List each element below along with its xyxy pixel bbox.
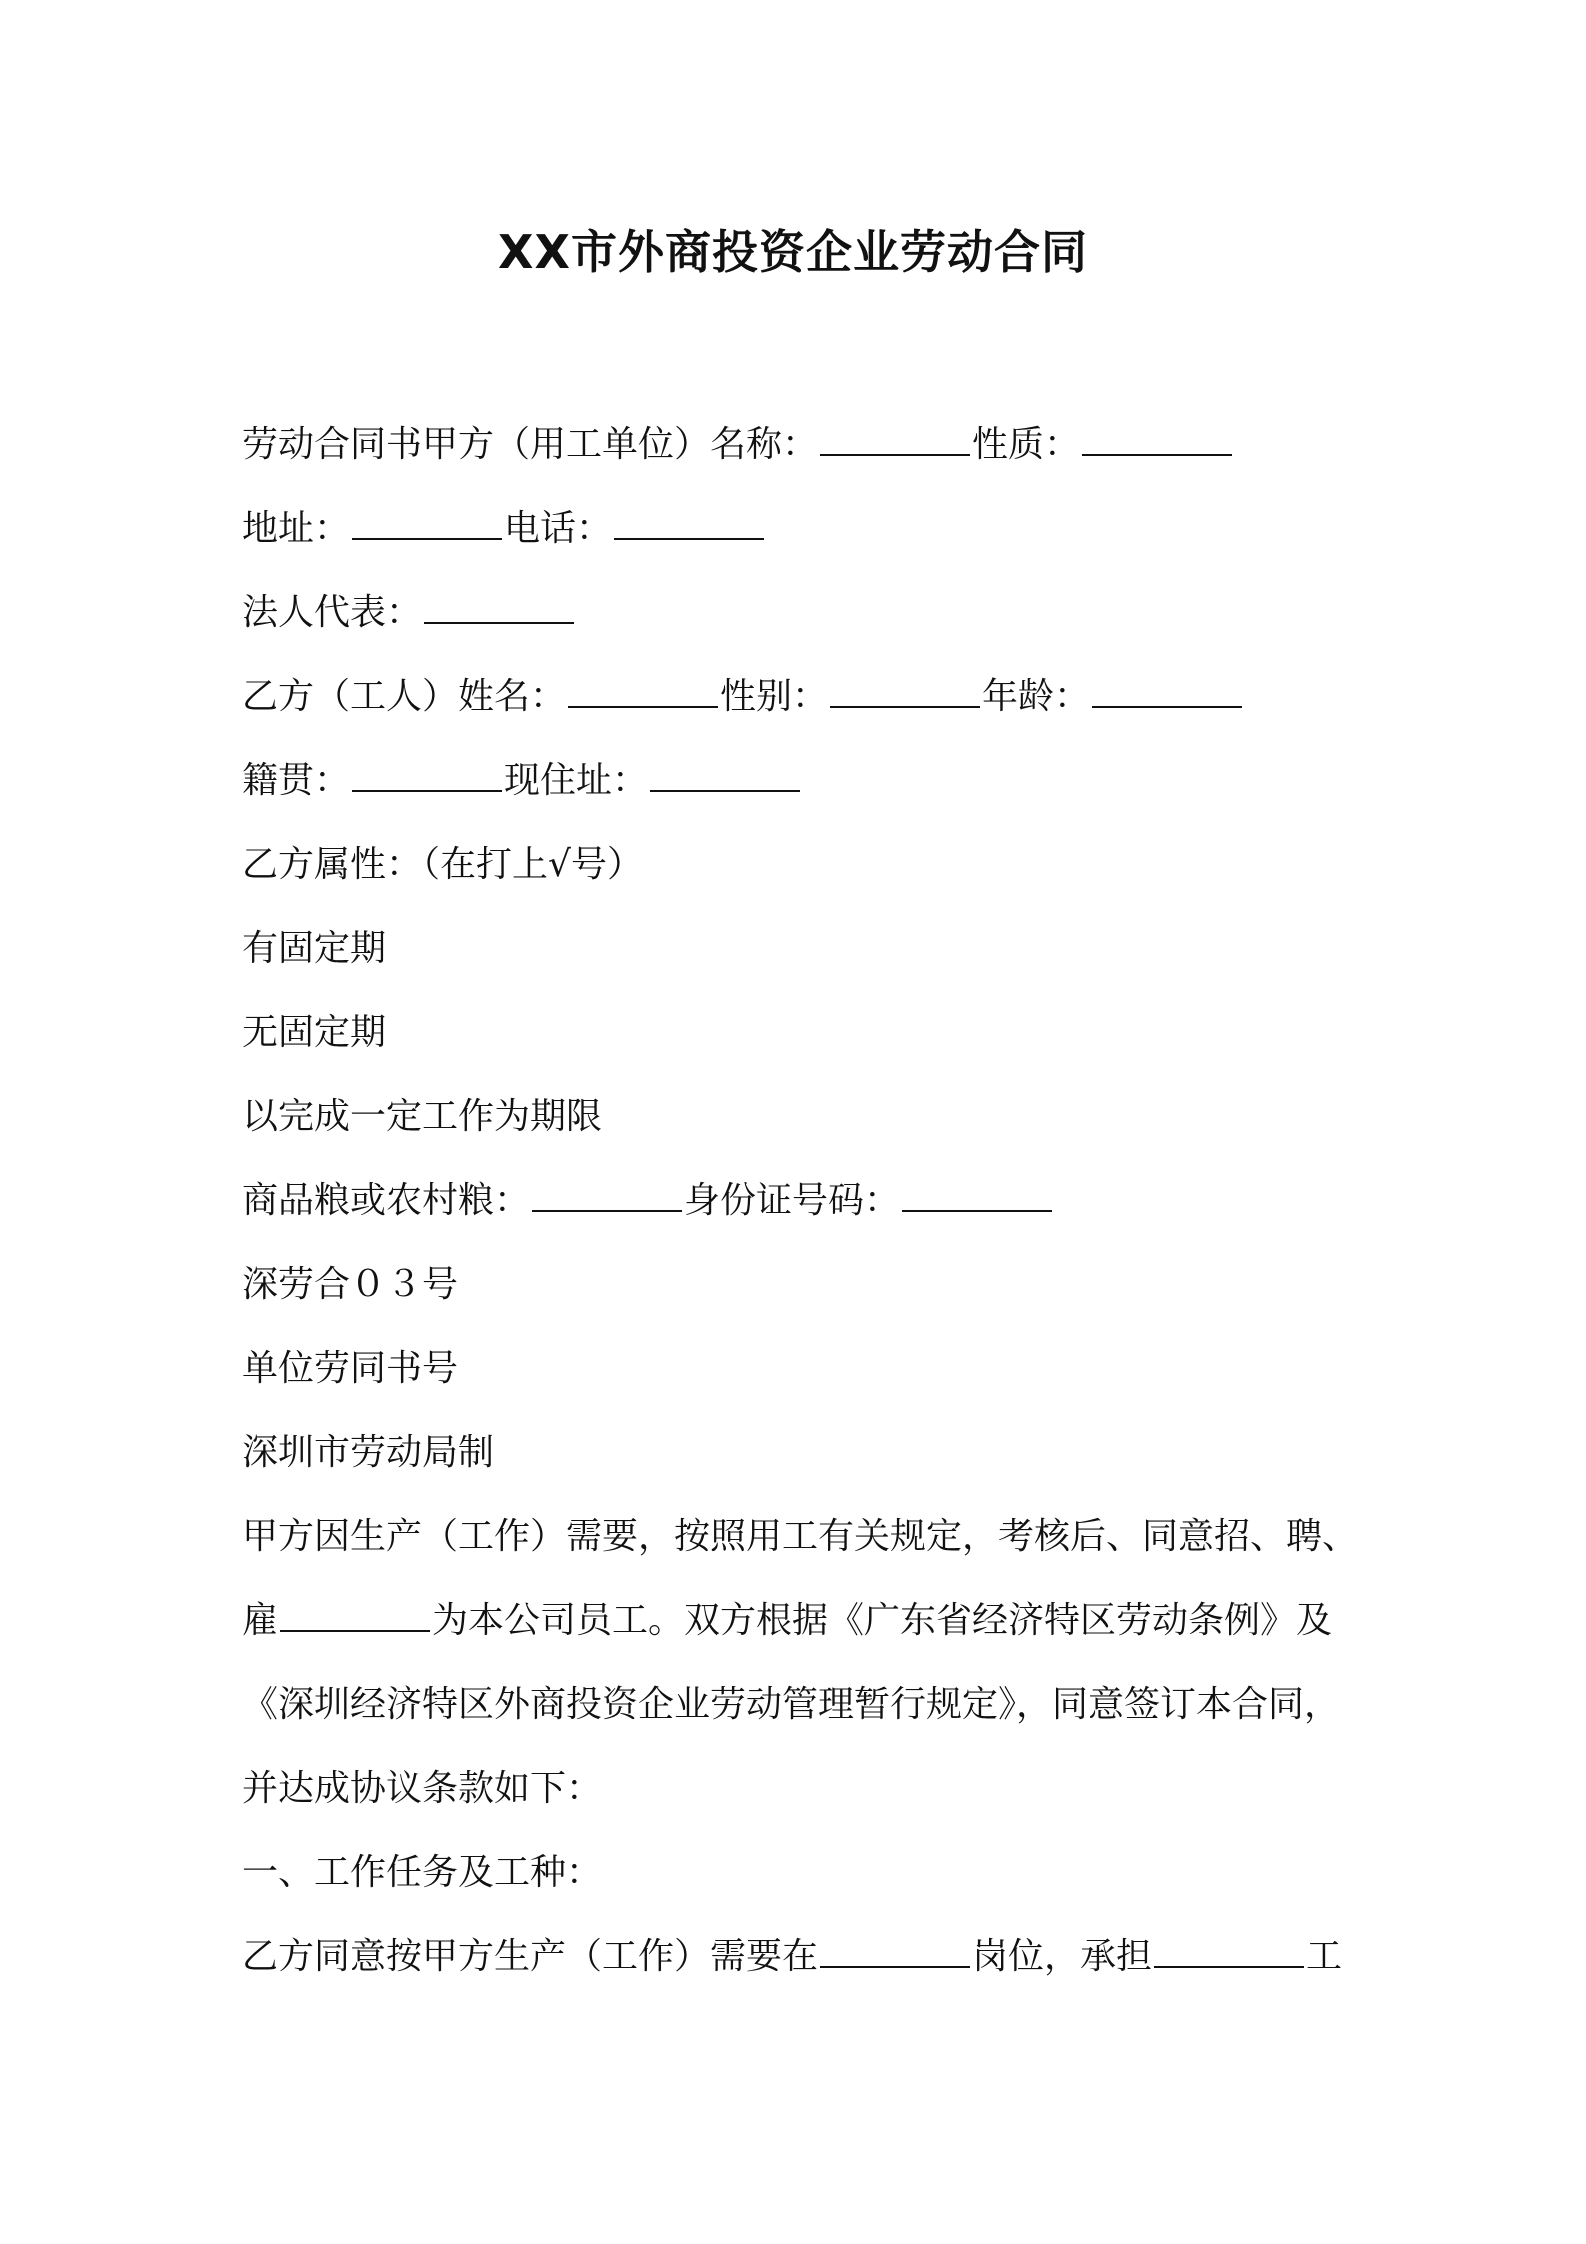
text-line [242, 1579, 1372, 1663]
line-text: 性别： [720, 676, 829, 717]
fill-in-blank [820, 424, 970, 456]
line-text: 工 [1306, 1936, 1343, 1977]
fill-in-blank [830, 676, 980, 708]
line-text: 并达成协议条款如下： [242, 1768, 603, 1809]
line-text: 商品粮或农村粮： [242, 1180, 531, 1221]
line-text: 乙方同意按甲方生产（工作）需要在 [242, 1936, 819, 1977]
text-line [242, 1243, 1372, 1327]
fill-in-blank [820, 1936, 970, 1968]
text-line [242, 1747, 1372, 1831]
line-text: 深圳市劳动局制 [242, 1432, 495, 1473]
line-text: 现住址： [504, 760, 649, 801]
fill-in-blank [1154, 1936, 1304, 1968]
text-line [242, 403, 1372, 487]
line-text: 深劳合０３号 [242, 1264, 459, 1305]
line-text: 有固定期 [242, 928, 387, 969]
fill-in-blank [532, 1180, 682, 1212]
line-text: 以完成一定工作为期限 [242, 1096, 603, 1137]
line-text: 乙方属性：（在打上√号） [242, 844, 643, 885]
fill-in-blank [1082, 424, 1232, 456]
text-line [242, 1327, 1372, 1411]
text-line [242, 1663, 1372, 1747]
fill-in-blank [352, 508, 502, 540]
line-text: 为本公司员工。双方根据《广东省经济特区劳动条例》及 [432, 1600, 1333, 1641]
line-text: 岗位，承担 [972, 1936, 1153, 1977]
text-line [242, 1495, 1372, 1579]
fill-in-blank [902, 1180, 1052, 1212]
document-title: XX市外商投资企业劳动合同 [498, 225, 1088, 279]
text-line [242, 1075, 1372, 1159]
text-line [242, 487, 1372, 571]
fill-in-blank [352, 760, 502, 792]
line-text: 法人代表： [242, 592, 423, 633]
line-text: 无固定期 [242, 1012, 387, 1053]
line-text: 地址： [242, 508, 351, 549]
line-text: 电话： [504, 508, 613, 549]
line-text: 甲方因生产（工作）需要，按照用工有关规定，考核后、同意招、聘、 [242, 1516, 1359, 1557]
text-line [242, 571, 1372, 655]
line-text: 籍贯： [242, 760, 351, 801]
line-text: 身份证号码： [684, 1180, 901, 1221]
fill-in-blank [424, 592, 574, 624]
line-text: 乙方（工人）姓名： [242, 676, 567, 717]
text-line [242, 655, 1372, 739]
text-line [242, 991, 1372, 1075]
line-text: 劳动合同书甲方（用工单位）名称： [242, 424, 819, 465]
fill-in-blank [650, 760, 800, 792]
line-text: 单位劳同书号 [242, 1348, 459, 1389]
text-line [242, 739, 1372, 823]
fill-in-blank [568, 676, 718, 708]
text-line [242, 1159, 1372, 1243]
fill-in-blank [280, 1600, 430, 1632]
document-body [242, 403, 1372, 1999]
line-text: 雇 [242, 1600, 279, 1641]
fill-in-blank [614, 508, 764, 540]
line-text: 一、工作任务及工种： [242, 1852, 603, 1893]
text-line [242, 823, 1372, 907]
line-text: 年龄： [982, 676, 1091, 717]
line-text: 性质： [972, 424, 1081, 465]
text-line [242, 1915, 1372, 1999]
line-text: 《深圳经济特区外商投资企业劳动管理暂行规定》，同意签订本合同， [242, 1684, 1341, 1725]
text-line [242, 907, 1372, 991]
fill-in-blank [1092, 676, 1242, 708]
text-line [242, 1831, 1372, 1915]
text-line [242, 1411, 1372, 1495]
